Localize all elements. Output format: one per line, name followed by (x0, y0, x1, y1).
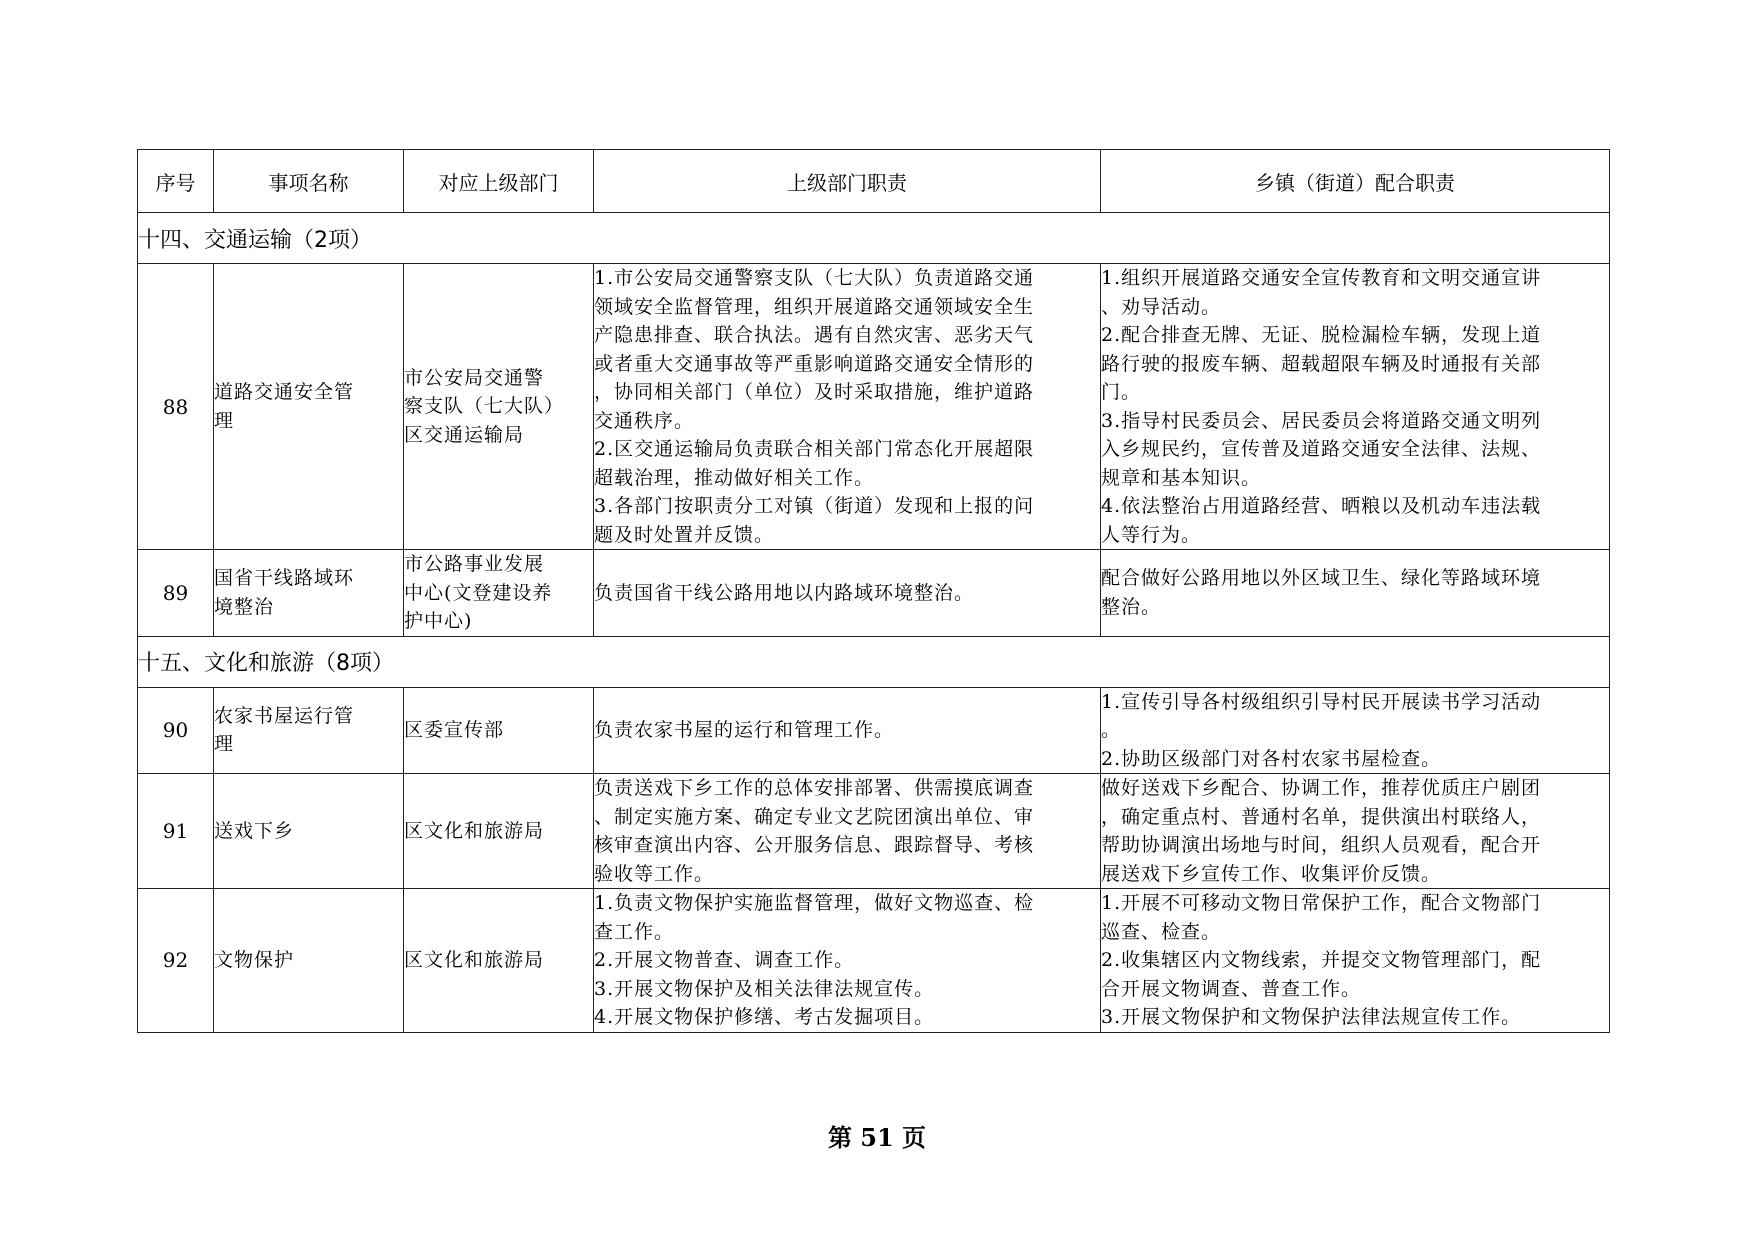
row-upper-duties-line: 交通秩序。 (594, 409, 695, 432)
row-item-name (214, 687, 404, 774)
row-township-duties (1101, 264, 1610, 550)
row-serial-number: 92 (138, 889, 214, 1033)
row-township-duties-line: 3.开展文物保护和文物保护法律法规宣传工作。 (1101, 1006, 1522, 1028)
row-township-duties-line: 、劝导活动。 (1101, 295, 1222, 318)
row-township-duties (1101, 889, 1610, 1033)
row-upper-department-line: 中心(文登建设养 (404, 581, 553, 604)
row-serial-number: 91 (138, 774, 214, 889)
row-item-name-line: 理 (214, 409, 235, 432)
row-upper-duties-line: 1.负责文物保护实施监督管理，做好文物巡查、检 (594, 892, 1035, 914)
section-header-row (138, 636, 1610, 687)
row-serial-number: 89 (138, 550, 214, 637)
row-upper-duties-line: 超载治理，推动做好相关工作。 (594, 466, 875, 489)
row-upper-duties (594, 687, 1101, 774)
row-township-duties-line: 2.协助区级部门对各村农家书屋检查。 (1101, 747, 1442, 770)
row-township-duties (1101, 774, 1610, 889)
row-township-duties-line: 3.指导村民委员会、居民委员会将道路交通文明列 (1101, 409, 1542, 432)
header-township-duties: 乡镇（街道）配合职责 (1101, 150, 1610, 213)
row-upper-duties-line: 或者重大交通事故等严重影响道路交通安全情形的 (594, 352, 1035, 375)
row-item-name (214, 889, 404, 1033)
row-township-duties-line: 路行驶的报废车辆、超载超限车辆及时通报有关部 (1101, 352, 1542, 375)
responsibility-table (137, 149, 1610, 1033)
header-upper-department: 对应上级部门 (404, 150, 594, 213)
row-item-name (214, 550, 404, 637)
row-upper-department-line: 区文化和旅游局 (404, 949, 545, 971)
row-upper-duties-line: 验收等工作。 (594, 862, 715, 885)
row-upper-duties-line: 题及时处置并反馈。 (594, 523, 775, 546)
row-upper-duties (594, 889, 1101, 1033)
row-upper-duties (594, 550, 1101, 637)
row-upper-duties-line: 、制定实施方案、确定专业文艺院团演出单位、审 (594, 805, 1035, 828)
row-upper-duties-line: 核审查演出内容、公开服务信息、跟踪督导、考核 (594, 834, 1035, 856)
row-item-name-line: 道路交通安全管 (214, 381, 355, 403)
row-item-name-line: 国省干线路域环 (214, 567, 355, 590)
row-township-duties-line: 配合做好公路用地以外区域卫生、绿化等路域环境 (1101, 567, 1542, 590)
section-title: 十四、交通运输（2项） (138, 213, 1610, 264)
row-item-name-line: 理 (214, 733, 235, 756)
row-township-duties-line: 1.开展不可移动文物日常保护工作，配合文物部门 (1101, 892, 1542, 914)
row-upper-duties-line: ，协同相关部门（单位）及时采取措施，维护道路 (594, 381, 1035, 403)
section-header-row (138, 213, 1610, 264)
row-township-duties-line: 门。 (1101, 381, 1142, 403)
row-upper-duties-line: 2.开展文物普查、调查工作。 (594, 949, 855, 971)
row-upper-department-line: 察支队（七大队） (404, 395, 565, 418)
row-upper-department (404, 687, 594, 774)
row-upper-duties (594, 264, 1101, 550)
row-upper-duties-line: 3.开展文物保护及相关法律法规宣传。 (594, 977, 935, 1000)
table-row (138, 264, 1610, 550)
row-upper-duties-line: 负责送戏下乡工作的总体安排部署、供需摸底调查 (594, 777, 1035, 799)
table-header-row (138, 150, 1610, 213)
row-serial-number: 90 (138, 687, 214, 774)
row-township-duties-line: ，确定重点村、普通村名单，提供演出村联络人， (1101, 805, 1542, 828)
row-township-duties-line: 4.依法整治占用道路经营、晒粮以及机动车违法载 (1101, 495, 1542, 517)
row-item-name-line: 文物保护 (214, 949, 295, 971)
row-township-duties-line: 1.宣传引导各村级组织引导村民开展读书学习活动 (1101, 690, 1542, 713)
row-township-duties-line: 帮助协调演出场地与时间，组织人员观看，配合开 (1101, 834, 1542, 856)
row-upper-duties-line: 4.开展文物保护修缮、考古发掘项目。 (594, 1006, 935, 1028)
row-item-name (214, 264, 404, 550)
row-item-name-line: 农家书屋运行管 (214, 704, 355, 727)
table-row (138, 889, 1610, 1033)
row-upper-department-line: 区交通运输局 (404, 423, 525, 446)
row-upper-department (404, 774, 594, 889)
row-township-duties (1101, 550, 1610, 637)
row-township-duties-line: 展送戏下乡宣传工作、收集评价反馈。 (1101, 862, 1442, 885)
row-upper-department-line: 市公路事业发展 (404, 553, 545, 575)
table-row (138, 687, 1610, 774)
row-township-duties-line: 入乡规民约，宣传普及道路交通安全法律、法规、 (1101, 438, 1542, 460)
row-upper-department-line: 市公安局交通警 (404, 366, 545, 389)
section-title: 十五、文化和旅游（8项） (138, 636, 1610, 687)
row-item-name-line: 境整治 (214, 595, 275, 618)
row-upper-duties-line: 3.各部门按职责分工对镇（街道）发现和上报的问 (594, 495, 1035, 517)
row-township-duties-line: 1.组织开展道路交通安全宣传教育和文明交通宣讲 (1101, 267, 1542, 289)
row-upper-duties-line: 产隐患排查、联合执法。遇有自然灾害、恶劣天气 (594, 324, 1035, 346)
row-township-duties-line: 2.收集辖区内文物线索，并提交文物管理部门，配 (1101, 949, 1542, 971)
row-upper-duties-line: 2.区交通运输局负责联合相关部门常态化开展超限 (594, 438, 1035, 460)
row-upper-department-line: 区委宣传部 (404, 719, 505, 741)
row-township-duties-line: 巡查、检查。 (1101, 920, 1222, 943)
table-row (138, 550, 1610, 637)
row-upper-duties-line: 查工作。 (594, 920, 675, 943)
header-serial-number: 序号 (138, 150, 214, 213)
row-township-duties-line: 2.配合排查无牌、无证、脱检漏检车辆，发现上道 (1101, 324, 1542, 346)
row-township-duties (1101, 687, 1610, 774)
row-upper-duties-line: 1.市公安局交通警察支队（七大队）负责道路交通 (594, 267, 1035, 289)
row-upper-duties-line: 领域安全监督管理，组织开展道路交通领域安全生 (594, 295, 1035, 318)
header-item-name: 事项名称 (214, 150, 404, 213)
row-township-duties-line: 做好送戏下乡配合、协调工作，推荐优质庄户剧团 (1101, 777, 1542, 799)
row-upper-department (404, 889, 594, 1033)
row-township-duties-line: 规章和基本知识。 (1101, 466, 1262, 489)
row-upper-department (404, 264, 594, 550)
header-upper-department-duties: 上级部门职责 (594, 150, 1101, 213)
row-item-name (214, 774, 404, 889)
row-upper-duties-line: 负责国省干线公路用地以内路域环境整治。 (594, 581, 975, 604)
row-item-name-line: 送戏下乡 (214, 819, 295, 842)
row-township-duties-line: 合开展文物调查、普查工作。 (1101, 977, 1362, 1000)
row-township-duties-line: 。 (1101, 719, 1122, 741)
row-upper-duties-line: 负责农家书屋的运行和管理工作。 (594, 719, 895, 741)
page-number: 第 51 页 (827, 1123, 927, 1152)
row-upper-department-line: 区文化和旅游局 (404, 819, 545, 842)
table-row (138, 774, 1610, 889)
row-serial-number: 88 (138, 264, 214, 550)
row-upper-department (404, 550, 594, 637)
row-upper-duties (594, 774, 1101, 889)
row-township-duties-line: 整治。 (1101, 595, 1162, 618)
row-township-duties-line: 人等行为。 (1101, 523, 1202, 546)
row-upper-department-line: 护中心) (404, 610, 473, 632)
